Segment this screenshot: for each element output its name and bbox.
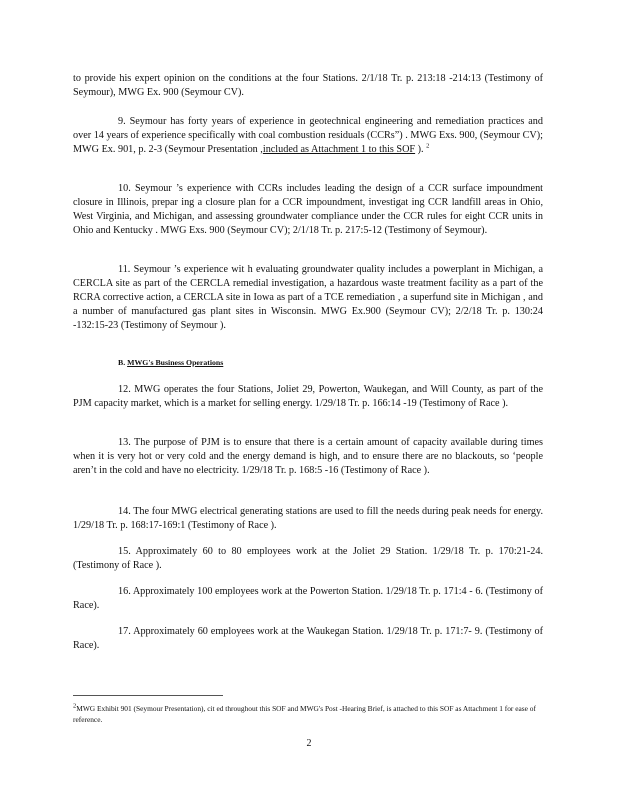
footnote-text: MWG Exhibit 901 (Seymour Presentation), cit ed throughout this SOF and MWG's Post -Hearing Brief, is attached to this SOF as Attachment 1 for ease of reference. xyxy=(73,704,536,724)
paragraph-10: 10. Seymour ’s experience with CCRs includes leading the design of a CCR surface impoundment closure in Illinois, prepar ing a closure plan for a CCR impoundment, investigat ing CCR landfill areas in Ohio, West Virginia, and Michigan, and assessing groundwater compliance under the CCR rules for eight CCR units in Ohio and Kentucky . MWG Exs. 900 (Seymour CV); 2/1/18 Tr. p. 217:5-12 (Testimony of Seymour). xyxy=(73,183,543,236)
section-title: MWG's Business Operations xyxy=(127,358,224,367)
paragraph-14: 14. The four MWG electrical generating stations are used to fill the needs during peak needs for energy. 1/29/18 Tr. p. 168:17-169:1 (Testimony of Race ). xyxy=(73,506,543,531)
paragraph-9-underlined: included as Attachment 1 to this SOF xyxy=(262,144,416,155)
section-letter: B. xyxy=(118,358,126,367)
paragraph-16: 16. Approximately 100 employees work at the Powerton Station. 1/29/18 Tr. p. 171:4 - 6. (Testimony of Race). xyxy=(73,586,543,611)
continuation-paragraph: to provide his expert opinion on the conditions at the four Stations. 2/1/18 Tr. p. 213:18 -214:13 (Testimony of Seymour), MWG Ex. 900 (Seymour CV). xyxy=(73,73,543,98)
paragraph-17: 17. Approximately 60 employees work at the Waukegan Station. 1/29/18 Tr. p. 171:7- 9. (Testimony of Race). xyxy=(73,626,543,651)
footnote xyxy=(73,703,543,725)
paragraph-15: 15. Approximately 60 to 80 employees work at the Joliet 29 Station. 1/29/18 Tr. p. 170:21-24. (Testimony of Race ). xyxy=(73,546,543,571)
paragraph-9-text: 9. Seymour has forty years of experience in geotechnical engineering and remediation practices and over 14 years of experience specifically with coal combustion residuals (CCRs”) . MWG Exs. 900, (Seymour CV); MWG Ex. 901, p. 2-3 (Seymour Presentation , xyxy=(73,116,543,155)
footnote-divider xyxy=(73,695,223,696)
paragraph-9 xyxy=(73,115,543,157)
paragraph-13: 13. The purpose of PJM is to ensure that there is a certain amount of capacity available during times when it is very hot or very cold and the energy demand is high, and to ensure there are no blackouts, so ‘people aren’t in the cold and have no electricity. 1/29/18 Tr. p. 168:5 -16 (Testimony of Race ). xyxy=(73,437,543,476)
page-number: 2 xyxy=(306,738,312,749)
section-heading xyxy=(118,358,223,368)
footnote-reference[interactable]: 2 xyxy=(426,142,430,150)
paragraph-9-after: ). xyxy=(417,144,424,155)
paragraph-12: 12. MWG operates the four Stations, Joliet 29, Powerton, Waukegan, and Will County, as part of the PJM capacity market, which is a market for selling energy. 1/29/18 Tr. p. 166:14 -19 (Testimony of Race ). xyxy=(73,384,543,409)
footnote-mark: 2 xyxy=(73,702,77,710)
paragraph-11: 11. Seymour ’s experience wit h evaluating groundwater quality includes a powerplant in Michigan, a CERCLA site as part of the CERCLA remedial investigation, a hazardous waste treatment facility as a part of the RCRA corrective action, a CERCLA site in Iowa as part of a TCE remediation , a superfund site in Michigan , and a number of manufactured gas plant sites in Wisconsin. MWG Ex.900 (Seymour CV); 2/2/18 Tr. p. 130:24 -132:15-23 (Testimony of Seymour ). xyxy=(73,264,543,331)
